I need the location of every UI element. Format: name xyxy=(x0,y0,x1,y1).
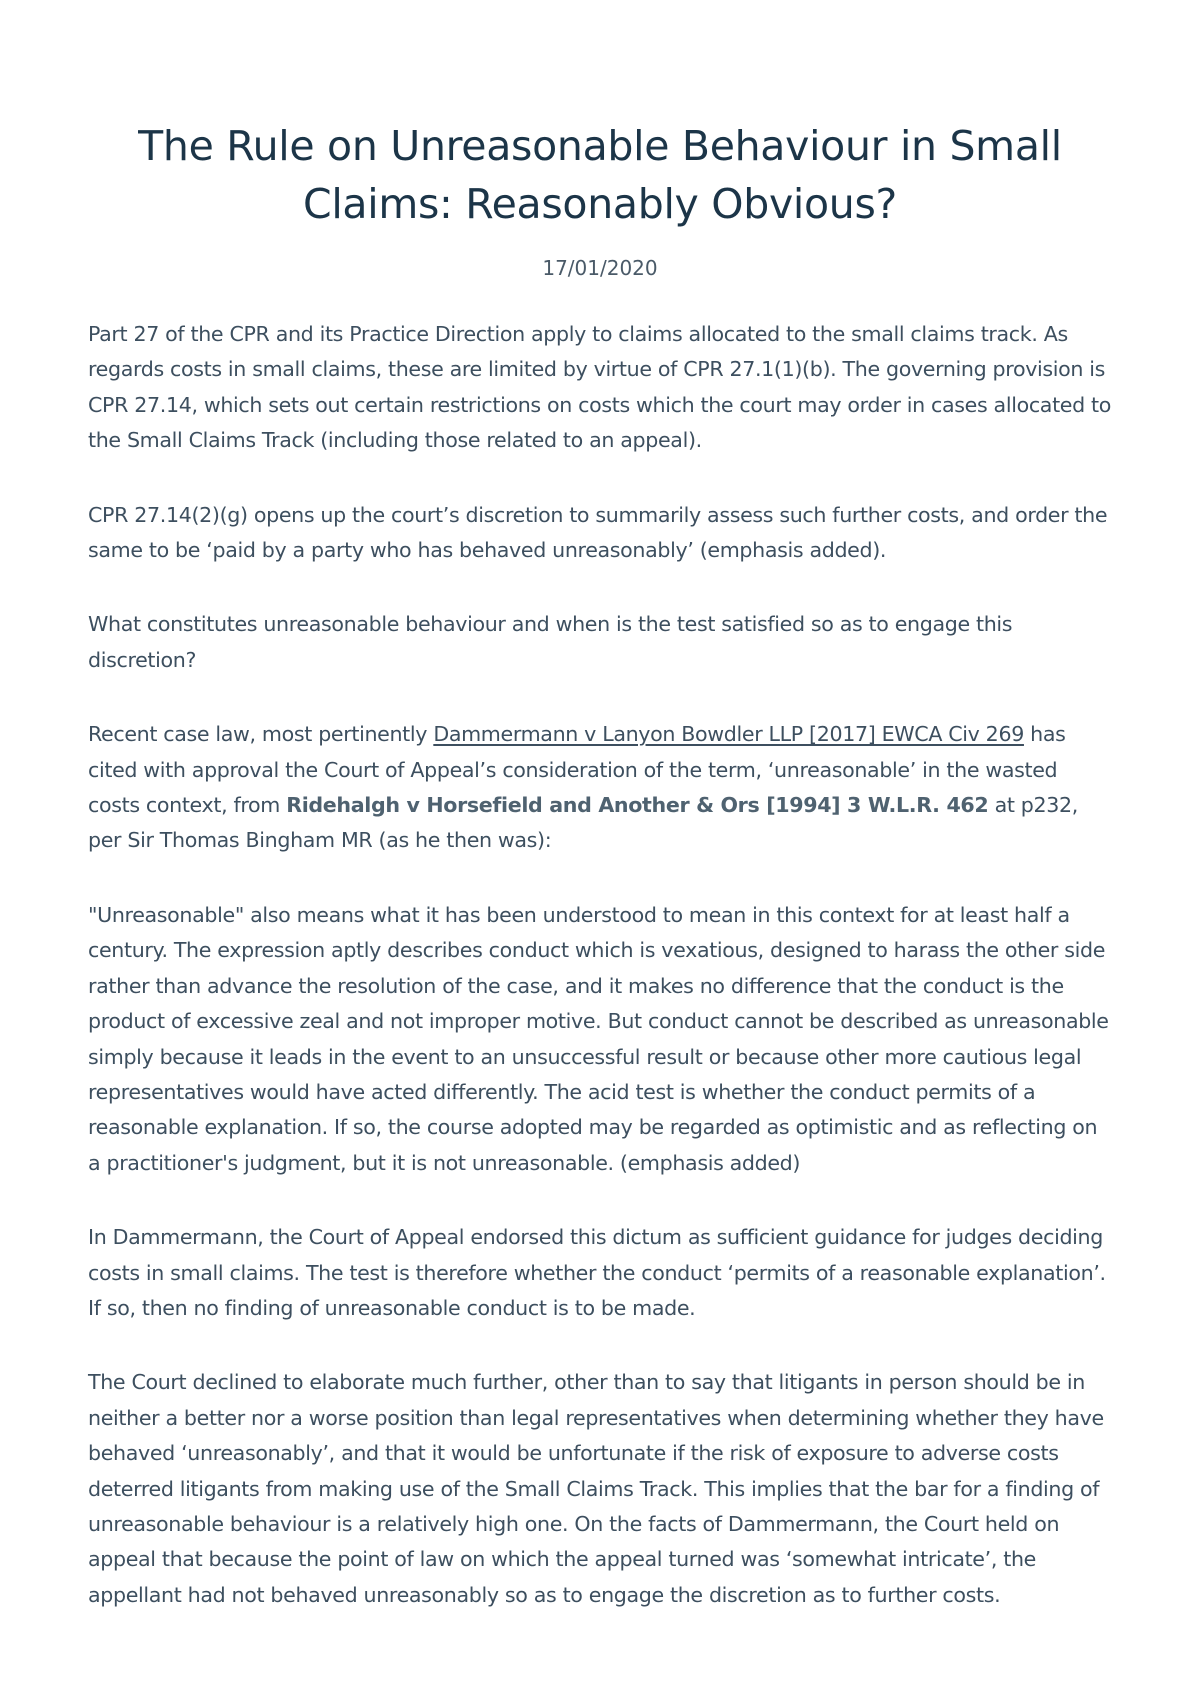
case-law-text-before: Recent case law, most pertinently xyxy=(88,722,434,747)
publish-date: 17/01/2020 xyxy=(542,256,658,280)
paragraph-conclusion: The Court declined to elaborate much further, other than to say that litigants in person should be in neither a better nor a worse position than legal representatives when determining whether they have behaved ‘unreasonably’, and that it would be unfortunate if the risk of exposure to adverse costs deterred litigants from making use of the Small Claims Track. This implies that the bar for a finding of unreasonable behaviour is a relatively high one. On the facts of Dammermann, the Court held on appeal that because the point of law on which the appeal turned was ‘somewhat intricate’, the appellant had not behaved unreasonably so as to engage the discretion as to further costs. xyxy=(88,1370,1104,1607)
paragraph-intro: Part 27 of the CPR and its Practice Direction apply to claims allocated to the small claims track. As regards costs in small claims, these are limited by virtue of CPR 27.1(1)(b). The governing provision is CPR 27.14, which sets out certain restrictions on costs which the court may order in cases allocated to the Small Claims Track (including those related to an appeal). xyxy=(88,322,1112,453)
case-law-text-after: at p232, per Sir Thomas Bingham MR (as he then was): xyxy=(88,793,1078,853)
dammermann-case-link[interactable]: Dammermann v Lanyon Bowdler LLP [2017] EWCA Civ 269 xyxy=(433,722,1024,747)
paragraph-question: What constitutes unreasonable behaviour and when is the test satisfied so as to engage this discretion? xyxy=(88,612,1013,672)
ridehalgh-case-citation: Ridehalgh v Horsefield and Another & Ors [1994] 3 W.L.R. 462 xyxy=(286,793,989,818)
paragraph-case-law xyxy=(88,717,1112,859)
paragraph-quotation: "Unreasonable" also means what it has been understood to mean in this context for at least half a century. The expression aptly describes conduct which is vexatious, designed to harass the other side rather than advance the resolution of the case, and it makes no difference that the conduct is the product of excessive zeal and not improper motive. But conduct cannot be described as unreasonable simply because it leads in the event to an unsuccessful result or because other more cautious legal representatives would have acted differently. The acid test is whether the conduct permits of a reasonable explanation. If so, the course adopted may be regarded as optimistic and as reflecting on a practitioner's judgment, but it is not unreasonable. (emphasis added) xyxy=(88,902,1109,1175)
paragraph-dammermann: In Dammermann, the Court of Appeal endorsed this dictum as sufficient guidance for judges deciding costs in small claims. The test is therefore whether the conduct ‘permits of a reasonable explanation’. If so, then no finding of unreasonable conduct is to be made. xyxy=(88,1225,1106,1320)
case-law-text-middle: has cited with approval the Court of Appeal’s consideration of the term, ‘unreasonable’ in the wasted costs context, from xyxy=(88,722,1066,818)
page-title: The Rule on Unreasonable Behaviour in Small Claims: Reasonably Obvious? xyxy=(138,122,1062,228)
paragraph-cpr-27-14: CPR 27.14(2)(g) opens up the court’s discretion to summarily assess such further costs, and order the same to be ‘paid by a party who has behaved unreasonably’ (emphasis added). xyxy=(88,502,1108,563)
